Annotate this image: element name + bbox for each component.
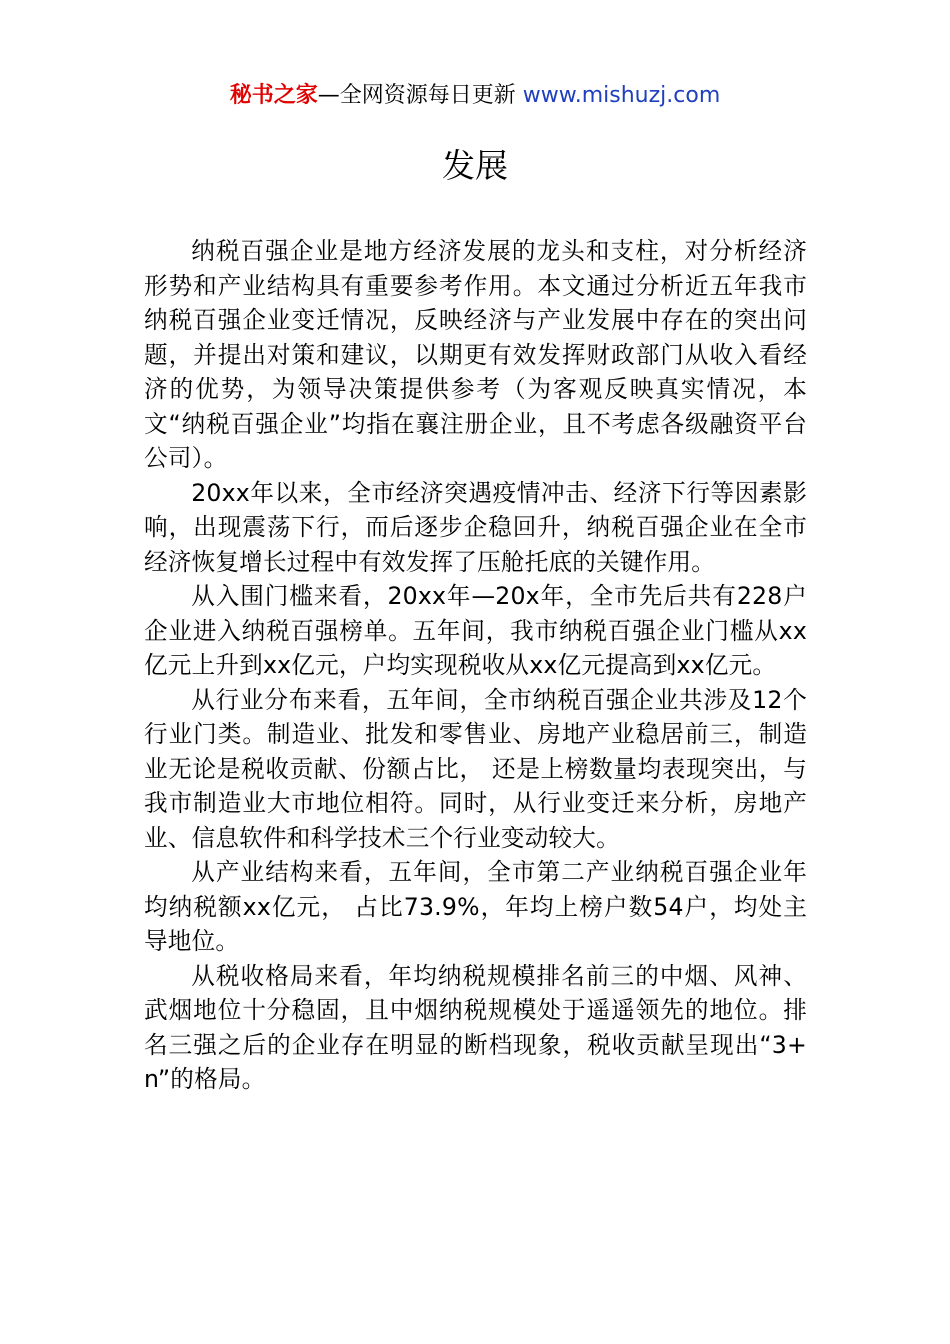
document-body (144, 234, 807, 1097)
paragraph-intro: 纳税百强企业是地方经济发展的龙头和支柱，对分析经济形势和产业结构具有重要参考作用。本文通过分析近五年我市纳税百强企业变迁情况，反映经济与产业发展中存在的突出问题，并提出对策和建议，以期更有效发挥财政部门从收入看经济的优势，为领导决策提供参考（为客观反映真实情况，本文“纳税百强企业”均指在襄注册企业，且不考虑各级融资平台公司）。 (144, 237, 807, 472)
site-header (0, 80, 950, 112)
paragraph-threshold: 从入围门槛来看，20xx年—20x年，全市先后共有228户企业进入纳税百强榜单。五年间，我市纳税百强企业门槛从xx亿元上升到xx亿元，户均实现税收从xx亿元提高到xx亿元。 (144, 582, 807, 679)
paragraph-industry-distribution: 从行业分布来看，五年间，全市纳税百强企业共涉及12个行业门类。制造业、批发和零售业、房地产业稳居前三，制造业无论是税收贡献、份额占比， 还是上榜数量均表现突出，与我市制造业大市地位相符。同时，从行业变迁来分析，房地产业、信息软件和科学技术三个行业变动较大。 (144, 685, 807, 852)
paragraph-industry-structure: 从产业结构来看，五年间，全市第二产业纳税百强企业年均纳税额xx亿元， 占比73.9%，年均上榜户数54户，均处主导地位。 (144, 858, 807, 955)
paragraph-background: 20xx年以来，全市经济突遇疫情冲击、经济下行等因素影响，出现震荡下行，而后逐步企稳回升，纳税百强企业在全市经济恢复增长过程中有效发挥了压舱托底的关键作用。 (144, 478, 807, 576)
site-brand: 秘书之家 (229, 83, 318, 108)
paragraph-tax-pattern: 从税收格局来看，年均纳税规模排名前三的中烟、风神、武烟地位十分稳固，且中烟纳税规模处于遥遥领先的地位。排名三强之后的企业存在明显的断档现象，税收贡献呈现出“3+n”的格局。 (144, 961, 807, 1093)
site-tagline: —全网资源每日更新 (317, 83, 523, 108)
site-url-link[interactable]: www.mishuzj.com (522, 83, 721, 108)
document-title: 发展 (442, 146, 508, 185)
